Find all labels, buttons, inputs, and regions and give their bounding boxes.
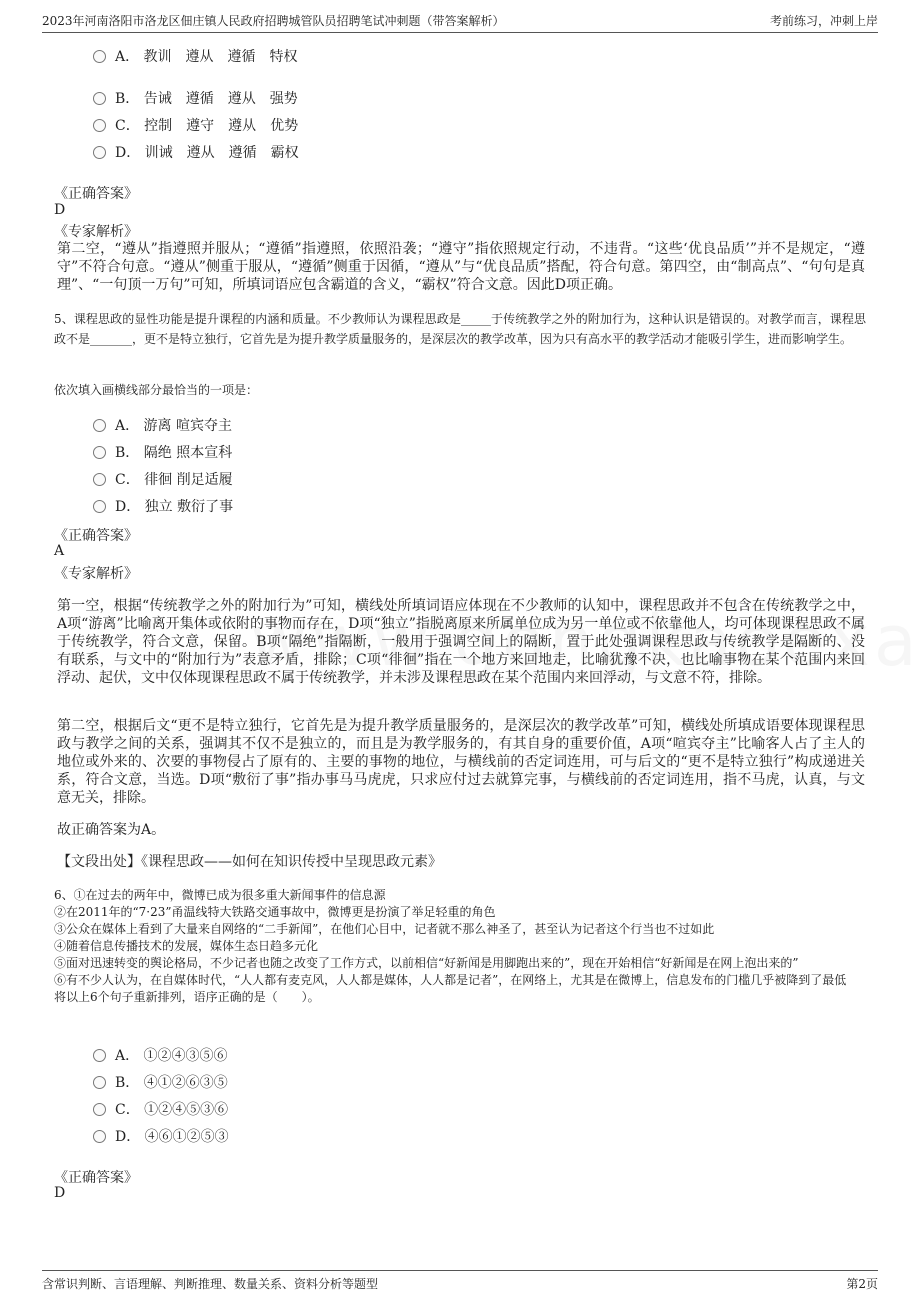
option-c[interactable]: C． ①②④⑤③⑥: [93, 1099, 228, 1121]
watermark: [250, 600, 920, 682]
option-a[interactable]: A． 游离 喧宾夺主: [93, 415, 232, 437]
question-stem: 5、课程思政的显性功能是提升课程的内涵和质量。不少教师认为课程思政是_____于传统教学之外的附加行为，这种认识是错误的。对教学而言，课程思政不是_______，更不是特立独行，它首先是为提升教学质量服务的，是深层次的教学改革，因为只有高水平的教学活动才能吸引学生，进而影响学生。: [54, 312, 866, 346]
option-c[interactable]: C． 控制 遵守 遵从 优势: [93, 115, 298, 137]
radio-icon[interactable]: [93, 1130, 106, 1143]
analysis-label: 《专家解析》: [54, 224, 138, 240]
radio-icon[interactable]: [93, 1103, 106, 1116]
radio-icon[interactable]: [93, 1049, 106, 1062]
answer-label: 《正确答案》: [54, 186, 138, 202]
option-d[interactable]: D． 训诫 遵从 遵循 霸权: [93, 142, 299, 164]
radio-icon[interactable]: [93, 500, 106, 513]
analysis-label: 《专家解析》: [54, 566, 138, 582]
document-title: 2023年河南洛阳市洛龙区佃庄镇人民政府招聘城管队员招聘笔试冲刺题（带答案解析）: [42, 14, 505, 28]
answer-value: D: [54, 202, 66, 218]
answer-label: 《正确答案》: [54, 528, 138, 544]
option-b[interactable]: B． 告诫 遵循 遵从 强势: [93, 88, 298, 110]
option-a[interactable]: A． ①②④③⑤⑥: [93, 1045, 228, 1067]
source-citation: 【文段出处】《课程思政——如何在知识传授中呈现思政元素》: [57, 854, 442, 870]
option-b[interactable]: B． ④①②⑥③⑤: [93, 1072, 228, 1094]
page-footer: [42, 1270, 878, 1292]
page-header: [42, 12, 878, 33]
radio-icon[interactable]: [93, 446, 106, 459]
option-d[interactable]: D． 独立 敷衍了事: [93, 496, 233, 518]
footer-text: 含常识判断、言语理解、判断推理、数量关系、资料分析等题型: [42, 1277, 379, 1291]
question-stem: 6、①在过去的两年中，微博已成为很多重大新闻事件的信息源 ②在2011年的“7·23”甬温线特大铁路交通事故中，微博更是扮演了举足轻重的角色 ③公众在媒体上看到了大量来自网络的“二手新闻”，在他们心目中，记者就不那么神圣了，甚至认为记者这个行当也不过如此 ④随着信息传播技术的发展，媒体生态日趋多元化 ⑤面对迅速转变的舆论格局，不少记者也随之改变了工作方式，以前相信“好新闻是用脚跑出来的”，现在开始相信“好新闻是在网上泡出来的” ⑥有不少人认为，在自媒体时代，“人人都有麦克风，人人都是媒体，人人都是记者”，在网络上，尤其是在微博上，信息发布的门槛几乎被降到了最低 将以上6个句子重新排列，语序正确的是（ ）。: [54, 888, 847, 1004]
option-b[interactable]: B． 隔绝 照本宣科: [93, 442, 232, 464]
answer-label: 《正确答案》: [54, 1170, 138, 1186]
option-c[interactable]: C． 徘徊 削足适履: [93, 469, 233, 491]
analysis-text: 第二空，“遵从”指遵照并服从；“遵循”指遵照，依照沿袭；“遵守”指依照规定行动，不违背。“这些‘优良品质’”并不是规定，“遵守”不符合句意。“遵从”侧重于服从，“遵循”侧重于因循，“遵从”与“优良品质”搭配，符合句意。第四空，由“制高点”、“句句是真理”、“一句顶一万句”可知，所填词语应包含霸道的含义，“霸权”符合文意。因此D项正确。: [57, 241, 865, 293]
radio-icon[interactable]: [93, 92, 106, 105]
analysis-conclusion: 故正确答案为A。: [57, 822, 166, 838]
answer-value: A: [54, 543, 65, 559]
answer-value: D: [54, 1185, 66, 1201]
radio-icon[interactable]: [93, 419, 106, 432]
header-slogan: 考前练习，冲刺上岸: [769, 14, 878, 28]
page-number: 第2页: [846, 1277, 878, 1291]
radio-icon[interactable]: [93, 146, 106, 159]
radio-icon[interactable]: [93, 473, 106, 486]
radio-icon[interactable]: [93, 119, 106, 132]
option-a[interactable]: A． 教训 遵从 遵循 特权: [93, 46, 298, 68]
radio-icon[interactable]: [93, 1076, 106, 1089]
analysis-paragraph-2: 第二空，根据后文“更不是特立独行，它首先是为提升教学质量服务的，是深层次的教学改革”可知，横线处所填成语要体现课程思政与教学之间的关系，强调其不仅不是独立的，而且是为教学服务的，有其自身的重要价值，A项“喧宾夺主”比喻客人占了主人的地位或外来的、次要的事物侵占了原有的、主要的事物的地位，与横线前的否定词连用，可与后文的“更不是特立独行”构成递进关系，符合文意，当选。D项“敷衍了事”指办事马马虎虎，只求应付过去就算完事，与横线前的否定词连用，指不马虎，认真，与文意无关，排除。: [57, 718, 865, 806]
question-instruction: 依次填入画横线部分最恰当的一项是：: [54, 383, 259, 397]
option-d[interactable]: D． ④⑥①②⑤③: [93, 1126, 229, 1148]
analysis-paragraph-1: 第一空，根据“传统教学之外的附加行为”可知，横线处所填词语应体现在不少教师的认知中，课程思政并不包含在传统教学之中，A项“游离”比喻离开集体或依附的事物而存在，D项“独立”指脱离原来所属单位成为另一单位或不依靠他人，均可体现课程思政不属于传统教学，符合文意，保留。B项“隔绝”指隔断，一般用于强调空间上的隔断，置于此处强调课程思政与传统教学是隔断的、没有联系，与文中的“附加行为”表意矛盾，排除；C项“徘徊”指在一个地方来回地走，比喻犹豫不决，也比喻事物在某个范围内来回浮动、起伏，文中仅体现课程思政不属于传统教学，并未涉及课程思政在某个范围内来回浮动，与文意不符，排除。: [57, 598, 865, 686]
radio-icon[interactable]: [93, 50, 106, 63]
